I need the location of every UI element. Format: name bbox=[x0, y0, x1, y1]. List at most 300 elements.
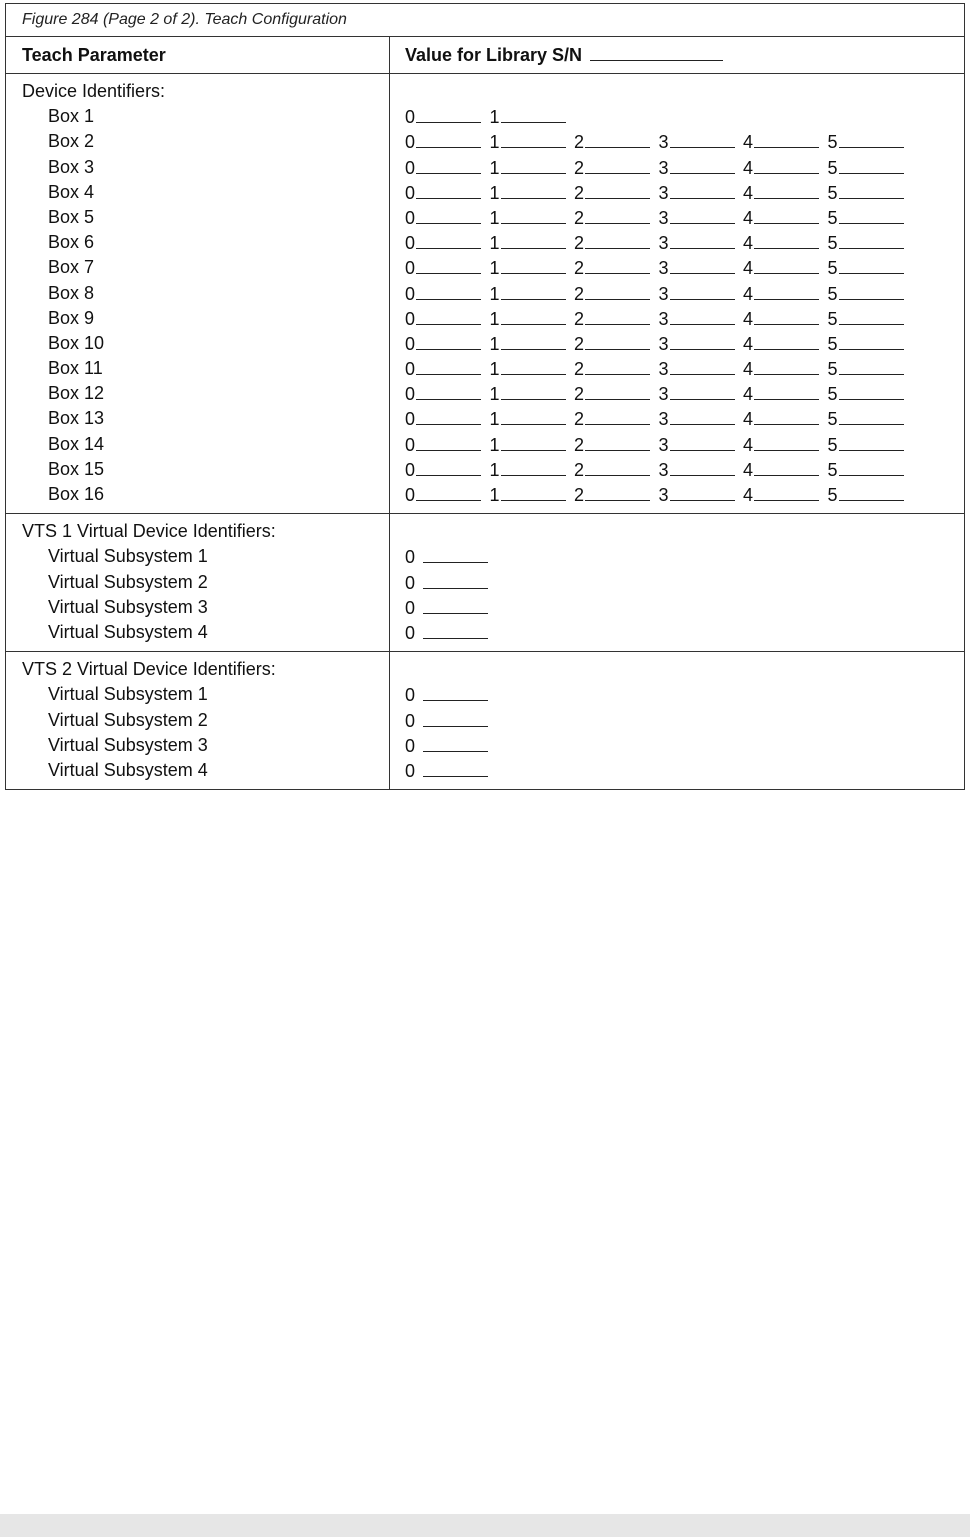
slot-blank[interactable] bbox=[501, 281, 566, 300]
slot-number: 2 bbox=[574, 409, 585, 430]
slot-blank[interactable] bbox=[670, 432, 735, 451]
slot-blank[interactable] bbox=[670, 281, 735, 300]
device-identifiers-values bbox=[390, 74, 964, 513]
slot-blank[interactable] bbox=[585, 129, 650, 148]
slot-number: 0 bbox=[405, 132, 416, 153]
slot-number: 1 bbox=[489, 485, 500, 505]
box-label: Box 5 bbox=[48, 206, 95, 227]
slot-blank[interactable] bbox=[839, 281, 904, 300]
slot-number: 0 bbox=[405, 459, 416, 480]
slot-blank[interactable] bbox=[501, 205, 566, 224]
slot-number: 5 bbox=[827, 132, 838, 153]
slot-blank[interactable] bbox=[501, 381, 566, 400]
slot-blank[interactable] bbox=[423, 758, 488, 777]
slot-blank[interactable] bbox=[839, 129, 904, 148]
device-slot bbox=[659, 230, 744, 256]
device-slot bbox=[659, 482, 744, 508]
slot-number: 0 bbox=[405, 485, 416, 505]
slot-number: 4 bbox=[743, 359, 754, 380]
vts1-labels bbox=[6, 514, 390, 651]
slot-blank[interactable] bbox=[416, 205, 481, 224]
box-value-line bbox=[405, 230, 964, 255]
device-slot bbox=[743, 306, 828, 332]
slot-blank[interactable] bbox=[501, 356, 566, 375]
device-slot bbox=[828, 129, 913, 155]
slot-blank[interactable] bbox=[670, 255, 735, 274]
device-slot bbox=[659, 205, 744, 231]
box-label: Box 4 bbox=[48, 181, 95, 202]
device-slot bbox=[659, 155, 744, 181]
device-slot bbox=[405, 281, 490, 307]
slot-number: 1 bbox=[489, 359, 500, 380]
device-slot bbox=[574, 406, 659, 432]
slot-number: 0 bbox=[405, 409, 416, 430]
slot-blank[interactable] bbox=[585, 457, 650, 476]
slot-blank[interactable] bbox=[423, 682, 488, 701]
virtual-subsystem-value-line bbox=[405, 544, 964, 569]
slot-blank[interactable] bbox=[754, 281, 819, 300]
slot-blank[interactable] bbox=[423, 620, 488, 639]
device-slot bbox=[490, 255, 575, 281]
device-identifiers-title: Device Identifiers: bbox=[22, 81, 166, 101]
device-slot bbox=[828, 281, 913, 307]
slot-number: 5 bbox=[827, 308, 838, 329]
slot-blank[interactable] bbox=[754, 180, 819, 199]
slot-blank[interactable] bbox=[501, 230, 566, 249]
slot-number: 2 bbox=[574, 283, 585, 304]
slot-number: 5 bbox=[827, 409, 838, 430]
box-value-line bbox=[405, 406, 964, 431]
slot-number: 3 bbox=[658, 207, 669, 228]
slot-blank[interactable] bbox=[416, 129, 481, 148]
vts2-values bbox=[390, 652, 964, 789]
slot-blank[interactable] bbox=[585, 356, 650, 375]
slot-number: 3 bbox=[658, 258, 669, 279]
slot-number: 2 bbox=[574, 459, 585, 480]
slot-number: 0 bbox=[405, 434, 416, 455]
slot-blank[interactable] bbox=[416, 331, 481, 350]
virtual-subsystem-value-line bbox=[405, 708, 964, 733]
slot-blank[interactable] bbox=[839, 356, 904, 375]
slot-number: 1 bbox=[489, 132, 500, 153]
slot-blank[interactable] bbox=[670, 129, 735, 148]
box-label: Box 14 bbox=[48, 433, 105, 454]
slot-blank[interactable] bbox=[754, 482, 819, 501]
slot-blank[interactable] bbox=[416, 457, 481, 476]
slot-blank[interactable] bbox=[670, 457, 735, 476]
device-slot bbox=[490, 306, 575, 332]
box-value-line bbox=[405, 104, 964, 129]
device-slot bbox=[405, 230, 490, 256]
slot-blank[interactable] bbox=[839, 331, 904, 350]
box-label: Box 16 bbox=[48, 484, 105, 504]
slot-number: 3 bbox=[658, 359, 669, 380]
slot-number: 0 bbox=[405, 182, 416, 203]
box-label: Box 3 bbox=[48, 156, 95, 177]
slot-blank[interactable] bbox=[839, 482, 904, 501]
slot-blank[interactable] bbox=[585, 230, 650, 249]
slot-number: 3 bbox=[658, 384, 669, 405]
virtual-subsystem-value-line bbox=[405, 570, 964, 595]
device-slot bbox=[574, 255, 659, 281]
slot-number: 0 bbox=[405, 308, 416, 329]
slot-number: 0 bbox=[405, 233, 416, 254]
slot-number: 4 bbox=[743, 207, 754, 228]
slot-blank[interactable] bbox=[501, 155, 566, 174]
slot-number: 2 bbox=[574, 434, 585, 455]
slot-blank[interactable] bbox=[585, 155, 650, 174]
slot-number: 2 bbox=[574, 333, 585, 354]
device-slot bbox=[405, 406, 490, 432]
device-slot bbox=[574, 281, 659, 307]
slot-blank[interactable] bbox=[670, 406, 735, 425]
vts1-values bbox=[390, 514, 964, 651]
slot-blank[interactable] bbox=[754, 356, 819, 375]
slot-blank[interactable] bbox=[670, 356, 735, 375]
device-slot bbox=[828, 230, 913, 256]
slot-number: 5 bbox=[827, 258, 838, 279]
box-value-line bbox=[405, 381, 964, 406]
device-slot bbox=[828, 457, 913, 483]
device-slot bbox=[405, 255, 490, 281]
box-label: Box 12 bbox=[48, 383, 105, 404]
virtual-subsystem-label: Virtual Subsystem 1 bbox=[48, 546, 208, 567]
device-slot bbox=[405, 356, 490, 382]
box-value-line bbox=[405, 331, 964, 356]
slot-blank[interactable] bbox=[585, 255, 650, 274]
slot-blank[interactable] bbox=[754, 406, 819, 425]
virtual-subsystem-value-line bbox=[405, 733, 964, 758]
slot-number: 3 bbox=[658, 459, 669, 480]
virtual-subsystem-value-line bbox=[405, 758, 964, 783]
slot-number: 3 bbox=[658, 283, 669, 304]
device-slot bbox=[659, 457, 744, 483]
device-slot bbox=[405, 381, 490, 407]
device-slot bbox=[490, 129, 575, 155]
table-header-row bbox=[6, 37, 964, 74]
slot-number: 0 bbox=[405, 547, 416, 568]
slot-number: 4 bbox=[743, 409, 754, 430]
slot-blank[interactable] bbox=[416, 281, 481, 300]
spacer-line bbox=[405, 79, 964, 104]
slot-blank[interactable] bbox=[585, 205, 650, 224]
slot-blank[interactable] bbox=[501, 129, 566, 148]
device-slot bbox=[490, 381, 575, 407]
box-label: Box 15 bbox=[48, 458, 105, 479]
slot-blank[interactable] bbox=[754, 457, 819, 476]
slot-number: 4 bbox=[743, 485, 754, 505]
slot-blank[interactable] bbox=[754, 205, 819, 224]
device-slot bbox=[743, 180, 828, 206]
slot-blank[interactable] bbox=[670, 381, 735, 400]
slot-blank[interactable] bbox=[416, 356, 481, 375]
device-slot bbox=[574, 331, 659, 357]
slot-number: 3 bbox=[658, 308, 669, 329]
device-slot bbox=[659, 356, 744, 382]
slot-blank[interactable] bbox=[416, 406, 481, 425]
slot-blank[interactable] bbox=[501, 432, 566, 451]
device-slot bbox=[659, 281, 744, 307]
slot-blank[interactable] bbox=[670, 482, 735, 501]
slot-number: 1 bbox=[489, 283, 500, 304]
slot-number: 3 bbox=[658, 333, 669, 354]
slot-blank[interactable] bbox=[501, 255, 566, 274]
slot-blank[interactable] bbox=[416, 230, 481, 249]
device-slot bbox=[659, 381, 744, 407]
slot-blank[interactable] bbox=[839, 306, 904, 325]
slot-blank[interactable] bbox=[585, 331, 650, 350]
slot-number: 1 bbox=[489, 258, 500, 279]
slot-blank[interactable] bbox=[585, 482, 650, 501]
box-value-line bbox=[405, 482, 964, 507]
slot-number: 5 bbox=[827, 157, 838, 178]
device-slot bbox=[574, 155, 659, 181]
device-slot bbox=[490, 155, 575, 181]
slot-number: 0 bbox=[405, 597, 416, 618]
slot-number: 0 bbox=[405, 572, 416, 593]
vts2-row bbox=[6, 652, 964, 789]
device-slot bbox=[828, 180, 913, 206]
slot-blank[interactable] bbox=[423, 570, 488, 589]
slot-blank[interactable] bbox=[585, 406, 650, 425]
device-slot bbox=[574, 457, 659, 483]
slot-blank[interactable] bbox=[501, 180, 566, 199]
slot-number: 4 bbox=[743, 182, 754, 203]
slot-blank[interactable] bbox=[423, 733, 488, 752]
box-label: Box 8 bbox=[48, 282, 95, 303]
vts1-row bbox=[6, 514, 964, 652]
device-slot bbox=[490, 281, 575, 307]
virtual-subsystem-label: Virtual Subsystem 3 bbox=[48, 596, 208, 617]
slot-number: 5 bbox=[827, 485, 838, 505]
library-sn-blank[interactable] bbox=[590, 42, 723, 61]
box-label: Box 7 bbox=[48, 257, 95, 278]
device-slot bbox=[405, 129, 490, 155]
slot-number: 2 bbox=[574, 308, 585, 329]
slot-number: 4 bbox=[743, 157, 754, 178]
slot-number: 0 bbox=[405, 622, 416, 643]
slot-blank[interactable] bbox=[754, 306, 819, 325]
device-slot bbox=[743, 356, 828, 382]
device-slot bbox=[659, 406, 744, 432]
device-slot bbox=[574, 432, 659, 458]
slot-number: 1 bbox=[489, 207, 500, 228]
slot-blank[interactable] bbox=[585, 381, 650, 400]
slot-number: 3 bbox=[658, 182, 669, 203]
slot-number: 0 bbox=[405, 710, 416, 731]
device-slot bbox=[743, 281, 828, 307]
device-slot bbox=[828, 255, 913, 281]
slot-blank[interactable] bbox=[416, 180, 481, 199]
device-slot bbox=[828, 482, 913, 508]
device-slot bbox=[743, 205, 828, 231]
device-slot bbox=[828, 205, 913, 231]
slot-number: 3 bbox=[658, 132, 669, 153]
box-value-line bbox=[405, 356, 964, 381]
slot-blank[interactable] bbox=[754, 255, 819, 274]
slot-number: 0 bbox=[405, 359, 416, 380]
device-slot bbox=[405, 306, 490, 332]
device-slot bbox=[574, 180, 659, 206]
slot-blank[interactable] bbox=[754, 381, 819, 400]
slot-blank[interactable] bbox=[670, 230, 735, 249]
slot-blank[interactable] bbox=[839, 180, 904, 199]
device-slot bbox=[405, 155, 490, 181]
device-slot bbox=[828, 306, 913, 332]
slot-number: 4 bbox=[743, 459, 754, 480]
slot-blank[interactable] bbox=[423, 544, 488, 563]
device-slot bbox=[490, 356, 575, 382]
slot-blank[interactable] bbox=[416, 381, 481, 400]
device-slot bbox=[828, 432, 913, 458]
device-slot bbox=[490, 205, 575, 231]
vts2-title: VTS 2 Virtual Device Identifiers: bbox=[22, 659, 276, 680]
slot-number: 0 bbox=[405, 258, 416, 279]
device-slot bbox=[490, 331, 575, 357]
box-value-line bbox=[405, 180, 964, 205]
slot-number: 5 bbox=[827, 233, 838, 254]
device-slot bbox=[659, 331, 744, 357]
slot-blank[interactable] bbox=[754, 129, 819, 148]
header-teach-parameter: Teach Parameter bbox=[6, 37, 390, 73]
slot-blank[interactable] bbox=[754, 230, 819, 249]
slot-number: 0 bbox=[405, 283, 416, 304]
device-slot bbox=[659, 129, 744, 155]
slot-blank[interactable] bbox=[670, 306, 735, 325]
box-label: Box 11 bbox=[48, 358, 103, 379]
slot-blank[interactable] bbox=[839, 205, 904, 224]
slot-number: 2 bbox=[574, 359, 585, 380]
device-slot bbox=[828, 356, 913, 382]
slot-number: 4 bbox=[743, 384, 754, 405]
slot-blank[interactable] bbox=[416, 104, 481, 123]
slot-blank[interactable] bbox=[839, 255, 904, 274]
spacer-line bbox=[405, 519, 964, 544]
slot-number: 3 bbox=[658, 485, 669, 505]
slot-number: 4 bbox=[743, 434, 754, 455]
slot-number: 5 bbox=[827, 283, 838, 304]
device-slot bbox=[828, 155, 913, 181]
virtual-subsystem-label: Virtual Subsystem 3 bbox=[48, 734, 208, 755]
device-slot bbox=[405, 180, 490, 206]
slot-number: 1 bbox=[489, 107, 500, 128]
slot-blank[interactable] bbox=[670, 205, 735, 224]
device-slot bbox=[405, 432, 490, 458]
slot-number: 2 bbox=[574, 157, 585, 178]
slot-blank[interactable] bbox=[670, 331, 735, 350]
slot-number: 5 bbox=[827, 359, 838, 380]
slot-blank[interactable] bbox=[501, 331, 566, 350]
device-slot bbox=[405, 104, 490, 130]
slot-number: 2 bbox=[574, 233, 585, 254]
slot-blank[interactable] bbox=[839, 406, 904, 425]
slot-number: 1 bbox=[489, 333, 500, 354]
slot-blank[interactable] bbox=[754, 331, 819, 350]
device-slot bbox=[574, 356, 659, 382]
device-slot bbox=[743, 482, 828, 508]
slot-number: 5 bbox=[827, 207, 838, 228]
slot-blank[interactable] bbox=[416, 482, 481, 501]
device-slot bbox=[490, 432, 575, 458]
header-value-label: Value for Library S/N bbox=[405, 45, 583, 65]
slot-blank[interactable] bbox=[501, 457, 566, 476]
virtual-subsystem-label: Virtual Subsystem 4 bbox=[48, 621, 208, 642]
device-slot bbox=[574, 306, 659, 332]
slot-blank[interactable] bbox=[754, 432, 819, 451]
slot-number: 4 bbox=[743, 258, 754, 279]
virtual-subsystem-label: Virtual Subsystem 4 bbox=[48, 759, 208, 780]
slot-blank[interactable] bbox=[839, 155, 904, 174]
device-slot bbox=[574, 230, 659, 256]
device-slot bbox=[490, 230, 575, 256]
slot-number: 4 bbox=[743, 233, 754, 254]
page-footer-bar bbox=[0, 1514, 970, 1537]
slot-blank[interactable] bbox=[423, 595, 488, 614]
slot-blank[interactable] bbox=[416, 255, 481, 274]
virtual-subsystem-value-line bbox=[405, 682, 964, 707]
device-slot bbox=[743, 331, 828, 357]
device-slot bbox=[743, 230, 828, 256]
slot-blank[interactable] bbox=[839, 457, 904, 476]
slot-number: 1 bbox=[489, 157, 500, 178]
slot-number: 5 bbox=[827, 182, 838, 203]
figure-caption: Figure 284 (Page 2 of 2). Teach Configuration bbox=[6, 4, 964, 37]
slot-number: 1 bbox=[489, 409, 500, 430]
device-slot bbox=[405, 457, 490, 483]
slot-blank[interactable] bbox=[416, 155, 481, 174]
vts1-title: VTS 1 Virtual Device Identifiers: bbox=[22, 521, 276, 542]
slot-number: 2 bbox=[574, 485, 585, 505]
slot-number: 4 bbox=[743, 132, 754, 153]
slot-number: 5 bbox=[827, 333, 838, 354]
box-label: Box 2 bbox=[48, 131, 95, 152]
vts2-labels bbox=[6, 652, 390, 789]
slot-blank[interactable] bbox=[839, 381, 904, 400]
slot-number: 0 bbox=[405, 735, 416, 756]
slot-number: 3 bbox=[658, 157, 669, 178]
slot-number: 1 bbox=[489, 182, 500, 203]
box-label: Box 9 bbox=[48, 307, 95, 328]
spacer-line bbox=[405, 657, 964, 682]
slot-blank[interactable] bbox=[839, 432, 904, 451]
slot-blank[interactable] bbox=[670, 155, 735, 174]
box-value-line bbox=[405, 255, 964, 280]
device-slot bbox=[405, 331, 490, 357]
slot-blank[interactable] bbox=[416, 432, 481, 451]
slot-blank[interactable] bbox=[501, 406, 566, 425]
slot-blank[interactable] bbox=[754, 155, 819, 174]
slot-blank[interactable] bbox=[501, 482, 566, 501]
slot-blank[interactable] bbox=[585, 180, 650, 199]
device-slot bbox=[659, 432, 744, 458]
slot-blank[interactable] bbox=[585, 306, 650, 325]
device-identifiers-row bbox=[6, 74, 964, 514]
slot-blank[interactable] bbox=[585, 281, 650, 300]
slot-blank[interactable] bbox=[416, 306, 481, 325]
box-label: Box 6 bbox=[48, 232, 95, 253]
device-slot bbox=[743, 255, 828, 281]
slot-blank[interactable] bbox=[670, 180, 735, 199]
slot-blank[interactable] bbox=[585, 432, 650, 451]
slot-number: 4 bbox=[743, 333, 754, 354]
slot-number: 3 bbox=[658, 233, 669, 254]
slot-blank[interactable] bbox=[501, 104, 566, 123]
device-slot bbox=[490, 406, 575, 432]
slot-blank[interactable] bbox=[501, 306, 566, 325]
slot-blank[interactable] bbox=[423, 708, 488, 727]
slot-blank[interactable] bbox=[839, 230, 904, 249]
device-slot bbox=[574, 129, 659, 155]
